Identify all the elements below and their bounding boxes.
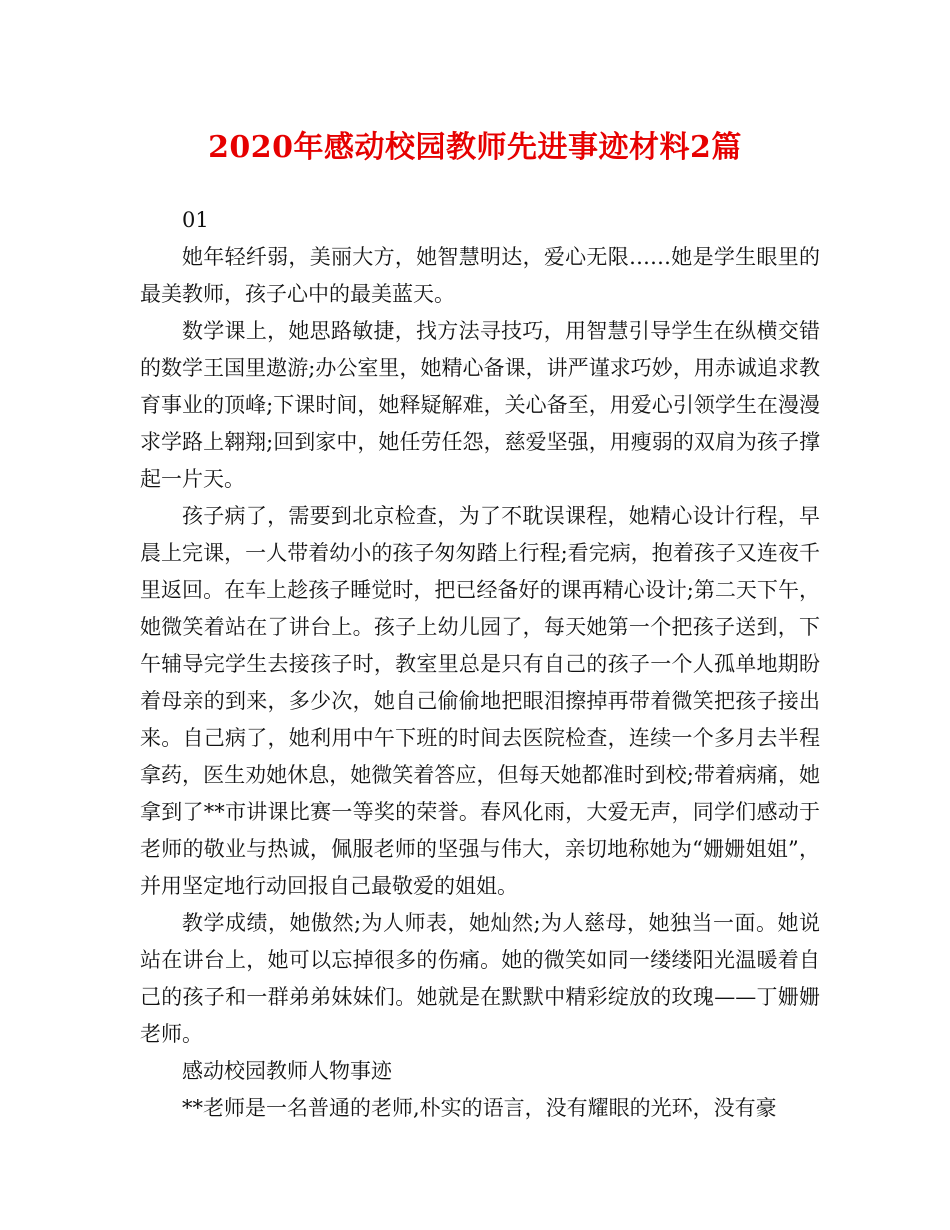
paragraph: 孩子病了，需要到北京检查，为了不耽误课程，她精心设计行程，早晨上完课，一人带着幼小的孩子匆匆踏上行程;看完病，抱着孩子又连夜千里返回。在车上趁孩子睡觉时，把已经备好的课再精心设计;第二天下午，她微笑着站在了讲台上。孩子上幼儿园了，每天她第一个把孩子送到，下午辅导完学生去接孩子时，教室里总是只有自己的孩子一个人孤单地期盼着母亲的到来，多少次，她自己偷偷地把眼泪擦掉再带着微笑把孩子接出来。自己病了，她利用中午下班的时间去医院检查，连续一个多月去半程拿药，医生劝她休息，她微笑着答应，但每天她都准时到校;带着病痛，她拿到了**市讲课比赛一等奖的荣誉。春风化雨，大爱无声，同学们感动于老师的敬业与热诚，佩服老师的坚强与伟大，亲切地称她为“姗姗姐姐”，并用坚定地行动回报自己最敬爱的姐姐。 (140, 504, 820, 898)
paragraph: 教学成绩，她傲然;为人师表，她灿然;为人慈母，她独当一面。她说站在讲台上，她可以忘掉很多的伤痛。她的微笑如同一缕缕阳光温暖着自己的孩子和一群弟弟妹妹们。她就是在默默中精彩绽放的玫瑰——丁姗姗老师。 (140, 911, 820, 1046)
paragraph: 数学课上，她思路敏捷，找方法寻技巧，用智慧引导学生在纵横交错的数学王国里遨游;办公室里，她精心备课，讲严谨求巧妙，用赤诚追求教育事业的顶峰;下课时间，她释疑解难，关心备至，用爱心引领学生在漫漫求学路上翱翔;回到家中，她任劳任怨，慈爱坚强，用瘦弱的双肩为孩子撑起一片天。 (140, 319, 820, 491)
document-title: 2020年感动校园教师先进事迹材料2篇 (208, 130, 742, 165)
paragraph: **老师是一名普通的老师,朴实的语言，没有耀眼的光环，没有豪 (182, 1096, 777, 1120)
section-number: 01 (182, 208, 209, 232)
section-heading: 感动校园教师人物事迹 (182, 1059, 392, 1083)
paragraph: 她年轻纤弱，美丽大方，她智慧明达，爱心无限……她是学生眼里的最美教师，孩子心中的最美蓝天。 (140, 245, 820, 306)
document-body (140, 202, 820, 1127)
